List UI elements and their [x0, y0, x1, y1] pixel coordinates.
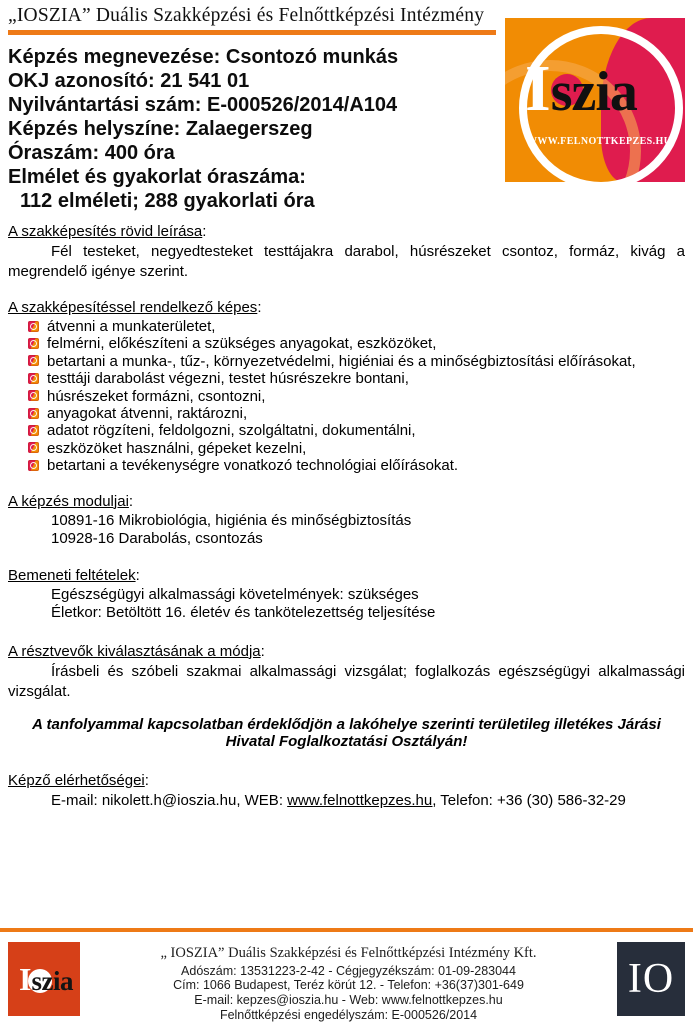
- section-heading-contact-colon: :: [144, 771, 149, 789]
- ioszia-logo: [505, 18, 685, 182]
- footer-logo-letters-szia: szia: [31, 965, 73, 996]
- section-heading-selection: [8, 642, 685, 662]
- entry-item: Egészségügyi alkalmassági követelmények: szükséges: [51, 585, 419, 603]
- footer-logo-letter-i: I: [19, 960, 32, 997]
- footer-company-name: „ IOSZIA” Duális Szakképzési és Felnőttképzési Intézmény Kft.: [160, 944, 537, 961]
- section-heading-contact-text: Képző elérhetőségei: [8, 771, 145, 789]
- logo-letters-szia: szia: [550, 61, 637, 123]
- contact-web-label: , WEB:: [236, 791, 288, 809]
- list-item: [8, 335, 685, 352]
- contact-web-link[interactable]: www.felnottkepzes.hu,: [287, 791, 437, 809]
- list-item: [8, 370, 685, 387]
- footer-ioszia-logo: [8, 942, 80, 1016]
- logo-bullet-icon: [28, 442, 39, 453]
- section-heading-entry: [8, 566, 685, 586]
- section-heading-capabilities-colon: :: [257, 299, 262, 316]
- list-item: [8, 405, 685, 422]
- org-title: „IOSZIA” Duális Szakképzési és Felnőttképzési Intézmény: [8, 5, 485, 26]
- module-item: 10891-16 Mikrobiológia, higiénia és minőségbiztosítás: [51, 511, 412, 529]
- section-heading-modules-colon: :: [128, 492, 134, 510]
- course-info-block: [8, 45, 498, 213]
- footer-license-line: Felnőttképzési engedélyszám: E-000526/2014: [219, 1008, 478, 1023]
- logo-bullet-icon: [28, 390, 39, 401]
- capability-text: betartani a tevékenységre vonatkozó technológiai előírásokat.: [47, 457, 459, 475]
- contact-phone: +36 (30) 586-32-29: [497, 791, 626, 809]
- capability-text: eszközöket használni, gépeket kezelni,: [47, 439, 307, 457]
- logo-bullet-icon: [28, 460, 39, 471]
- section-heading-modules-text: A képzés moduljai: [8, 492, 129, 510]
- capabilities-list: [8, 318, 685, 475]
- logo-letter-i: I: [525, 52, 551, 125]
- regional-office-notice: A tanfolyammal kapcsolatban érdeklődjön a lakóhelye szerinti területileg illetékes Járási Hivatal Foglalkoztatási Osztályán!: [32, 715, 661, 751]
- section-heading-selection-text: A résztvevők kiválasztásának a módja: [8, 642, 261, 660]
- list-item: [8, 440, 685, 457]
- section-heading-capabilities-text: A szakképesítéssel rendelkező képes: [8, 299, 258, 316]
- course-registration-number: Nyilvántartási szám: E-000526/2014/A104: [8, 94, 398, 116]
- contact-email-label: E-mail:: [51, 791, 102, 809]
- entry-item: Életkor: Betöltött 16. életév és tankötelezettség teljesítése: [51, 604, 436, 622]
- logo-bullet-icon: [28, 355, 39, 366]
- footer: [0, 932, 693, 1023]
- capability-text: testtáji darabolást végezni, testet húsrészekre bontani,: [47, 370, 409, 388]
- contact-email: nikolett.h@ioszia.hu: [101, 791, 237, 809]
- contact-line: [8, 791, 685, 811]
- section-heading-capabilities: [8, 298, 685, 318]
- capability-text: húsrészeket formázni, csontozni,: [47, 387, 266, 405]
- footer-io-logo: [617, 942, 685, 1016]
- description-paragraph: Fél testeket, negyedtesteket testtájakra darabol, húsrészeket csontoz, formáz, kivág a megrendelő igénye szerint.: [8, 243, 685, 280]
- footer-tax-line: Adószám: 13531223-2-42 - Cégjegyzékszám: 01-09-283044: [181, 963, 516, 978]
- section-heading-contact: [8, 771, 685, 791]
- section-heading-description-colon: :: [202, 223, 207, 240]
- course-okj-id: OKJ azonosító: 21 541 01: [8, 70, 250, 92]
- selection-paragraph: Írásbeli és szóbeli szakmai alkalmassági vizsgálat; foglalkozás egészségügyi alkalmassági vizsgálat.: [8, 662, 685, 700]
- course-location: Képzés helyszíne: Zalaegerszeg: [8, 118, 313, 140]
- logo-bullet-icon: [28, 321, 39, 332]
- logo-bullet-icon: [28, 373, 39, 384]
- list-item: [8, 353, 685, 370]
- footer-io-text: IO: [627, 955, 675, 1002]
- list-item: [8, 457, 685, 474]
- logo-url-text: WWW.FELNOTTKEPZES.HU: [527, 136, 672, 147]
- list-item: [8, 388, 685, 405]
- course-split-label: Elmélet és gyakorlat óraszáma:: [8, 166, 306, 188]
- course-name: Képzés megnevezése: Csontozó munkás: [8, 46, 399, 68]
- section-heading-description-text: A szakképesítés rövid leírása: [8, 223, 203, 240]
- section-heading-entry-colon: :: [135, 566, 140, 584]
- footer-logo-wordmark: [19, 960, 73, 997]
- capability-text: felmérni, előkészíteni a szükséges anyagokat, eszközöket,: [47, 335, 437, 353]
- section-heading-selection-colon: :: [260, 642, 265, 660]
- logo-bullet-icon: [28, 408, 39, 419]
- capability-text: átvenni a munkaterületet,: [47, 318, 216, 335]
- header-divider: [8, 30, 496, 35]
- footer-email-line: E-mail: kepzes@ioszia.hu - Web: www.felnottkepzes.hu: [194, 993, 503, 1008]
- section-heading-entry-text: Bemeneti feltételek: [8, 566, 136, 584]
- capability-text: anyagokat átvenni, raktározni,: [47, 405, 248, 423]
- footer-address-line: Cím: 1066 Budapest, Teréz körút 12. - Telefon: +36(37)301-649: [173, 978, 524, 993]
- logo-bullet-icon: [28, 425, 39, 436]
- logo-bullet-icon: [28, 338, 39, 349]
- list-item: [8, 318, 685, 335]
- course-hours: Óraszám: 400 óra: [8, 142, 175, 164]
- capability-text: betartani a munka-, tűz-, környezetvédelmi, higiéniai és a minőségbiztosítási előírásokat,: [47, 352, 636, 370]
- course-split-value: 112 elméleti; 288 gyakorlati óra: [20, 190, 315, 212]
- list-item: [8, 422, 685, 439]
- capability-text: adatot rögzíteni, feldolgozni, szolgáltatni, dokumentálni,: [47, 422, 416, 440]
- section-heading-modules: [8, 492, 685, 512]
- module-item: 10928-16 Darabolás, csontozás: [51, 530, 263, 548]
- contact-phone-label: Telefon:: [436, 791, 498, 809]
- footer-company-block: [88, 942, 609, 1023]
- logo-wordmark: [525, 52, 637, 125]
- section-heading-description: [8, 222, 685, 242]
